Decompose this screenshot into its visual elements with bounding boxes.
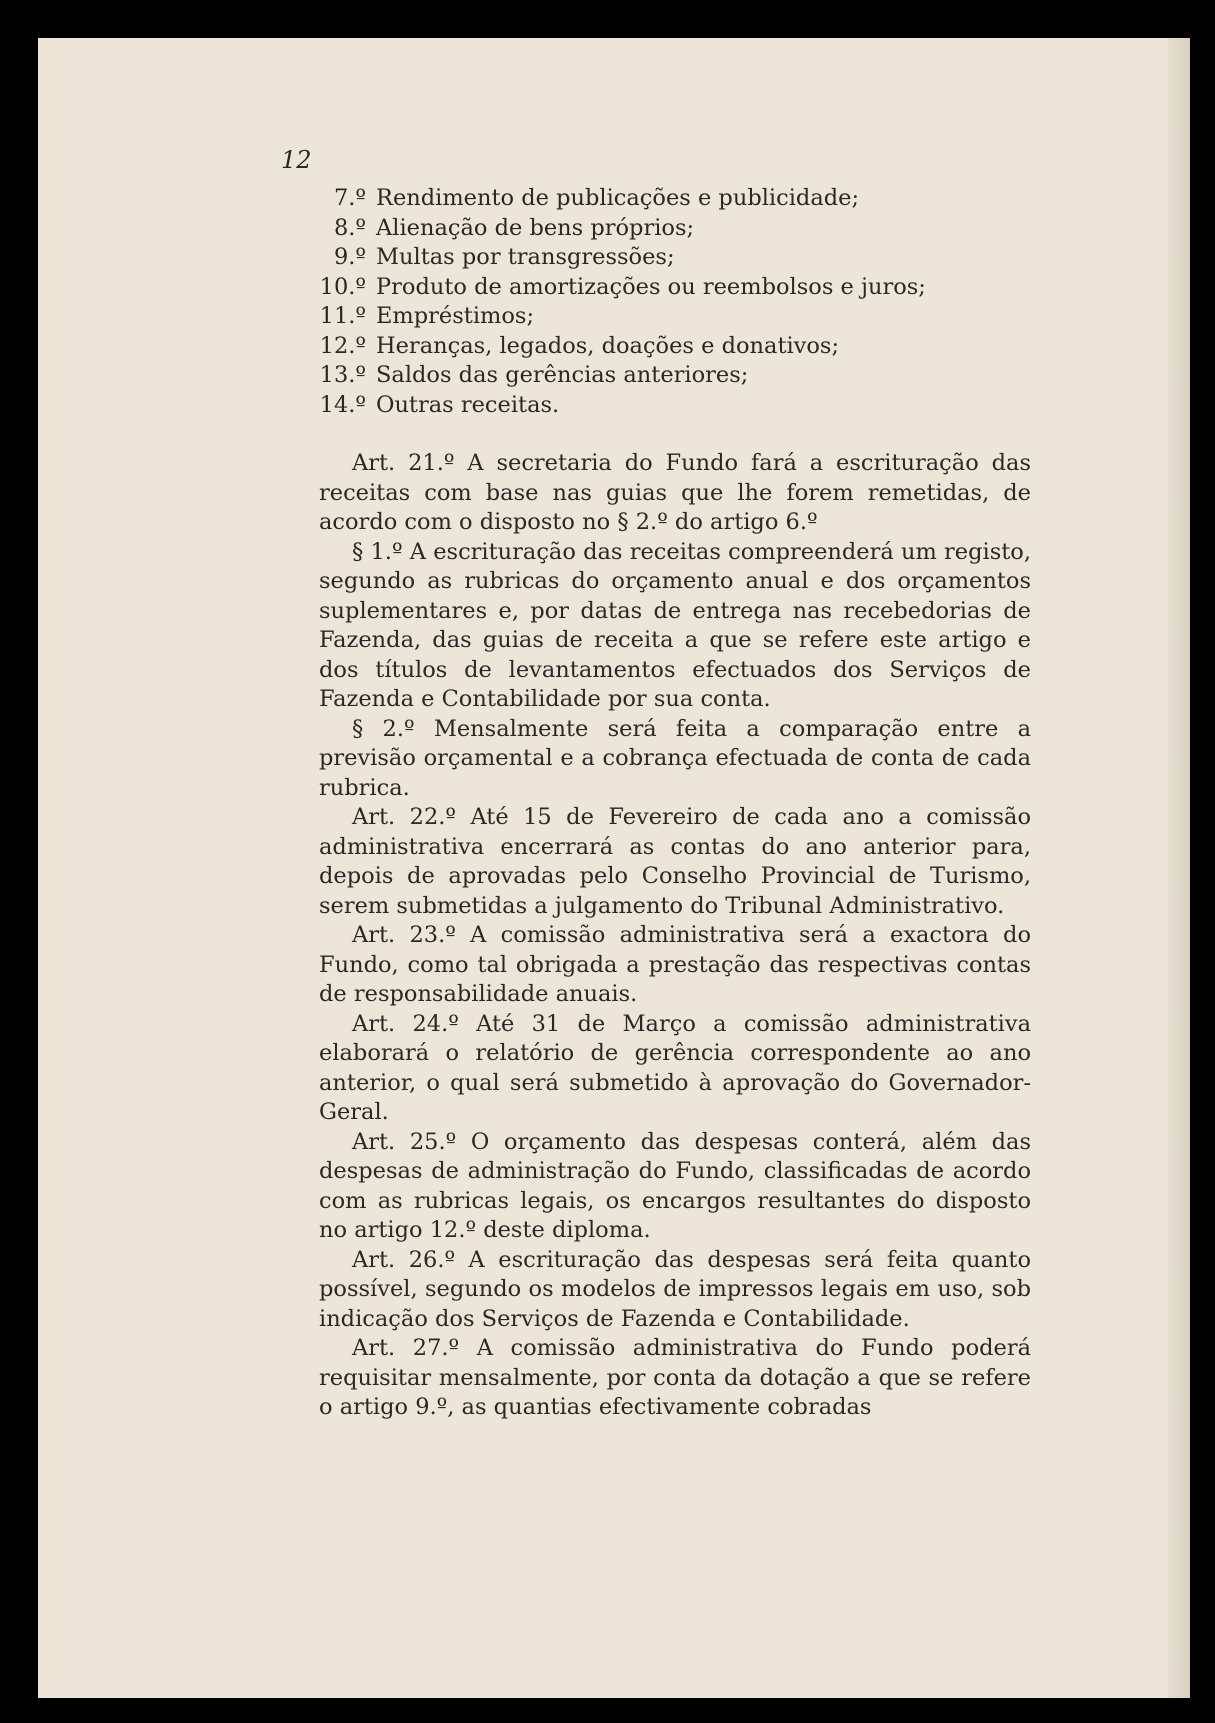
list-item (319, 332, 1031, 362)
article-26-paragraph: Art. 26.º A escrituração das despesas será feita quanto possível, segundo os modelos de impressos legais em uso, sob indicação dos Serviços de Fazenda e Contabilidade. (319, 1246, 1031, 1332)
list-item (319, 214, 1031, 244)
list-item-text: Multas por transgressões; (376, 244, 675, 270)
list-item-number: 13.º (319, 362, 366, 388)
list-item-number: 14.º (319, 391, 366, 418)
list-item-number: 9.º (333, 244, 366, 270)
article-21-section-2: § 2.º Mensalmente será feita a comparação entre a previsão orçamental e a cobrança efectuada de conta de cada rubrica. (319, 715, 1031, 801)
article-23-paragraph: Art. 23.º A comissão administrativa será a exactora do Fundo, como tal obrigada a prestação das respectivas contas de responsabilidade anuais. (319, 922, 1031, 1007)
list-item-number: 12.º (319, 332, 366, 359)
list-item-text: Empréstimos; (376, 303, 535, 329)
list-item-text: Saldos das gerências anteriores; (376, 362, 749, 388)
list-item-number: 10.º (319, 273, 366, 300)
list-item (319, 391, 1031, 421)
article-25-paragraph: Art. 25.º O orçamento das despesas conterá, além das despesas de administração do Fundo, classificadas de acordo com as rubricas legais, os encargos resultantes do disposto no artigo 12.º deste diploma. (319, 1128, 1031, 1243)
list-item-text: Rendimento de publicações e publicidade; (376, 185, 860, 211)
article-21-section-1: § 1.º A escrituração das receitas compreenderá um registo, segundo as rubricas do orçamento anual e dos orçamentos suplementares e, por datas de entrega nas recebedorias de Fazenda, das guias de receita a que se refere este artigo e dos títulos de levantamentos efectuados dos Serviços de Fazenda e Contabilidade por sua conta. (319, 538, 1031, 712)
body-text (319, 184, 1031, 1423)
revenue-list (319, 184, 1031, 420)
list-item-number: 8.º (333, 214, 366, 241)
article-22-paragraph: Art. 22.º Até 15 de Fevereiro de cada ano a comissão administrativa encerrará as contas do ano anterior para, depois de aprovadas pelo Conselho Provincial de Turismo, serem submetidas a julgamento do Tribunal Administrativo. (319, 804, 1031, 919)
list-item (319, 243, 1031, 273)
list-item-text: Outras receitas. (376, 391, 560, 418)
list-item-number: 11.º (319, 303, 366, 329)
list-item-number: 7.º (333, 185, 366, 211)
page-edge (1168, 38, 1190, 1698)
list-item (319, 273, 1031, 303)
document-page (38, 38, 1190, 1698)
list-item-text: Alienação de bens próprios; (376, 214, 695, 241)
list-item (319, 302, 1031, 332)
list-item-text: Produto de amortizações ou reembolsos e juros; (376, 273, 926, 300)
list-item (319, 184, 1031, 214)
article-24-paragraph: Art. 24.º Até 31 de Março a comissão administrativa elaborará o relatório de gerência correspondente ao ano anterior, o qual será submetido à aprovação do Governador-Geral. (319, 1010, 1031, 1125)
list-item (319, 361, 1031, 391)
article-27-paragraph: Art. 27.º A comissão administrativa do Fundo poderá requisitar mensalmente, por conta da dotação a que se refere o artigo 9.º, as quantias efectivamente cobradas (319, 1335, 1031, 1420)
page-number: 12 (281, 146, 312, 174)
list-item-text: Heranças, legados, doações e donativos; (376, 332, 840, 359)
article-21-paragraph: Art. 21.º A secretaria do Fundo fará a escrituração das receitas com base nas guias que lhe forem remetidas, de acordo com o disposto no § 2.º do artigo 6.º (319, 450, 1031, 535)
